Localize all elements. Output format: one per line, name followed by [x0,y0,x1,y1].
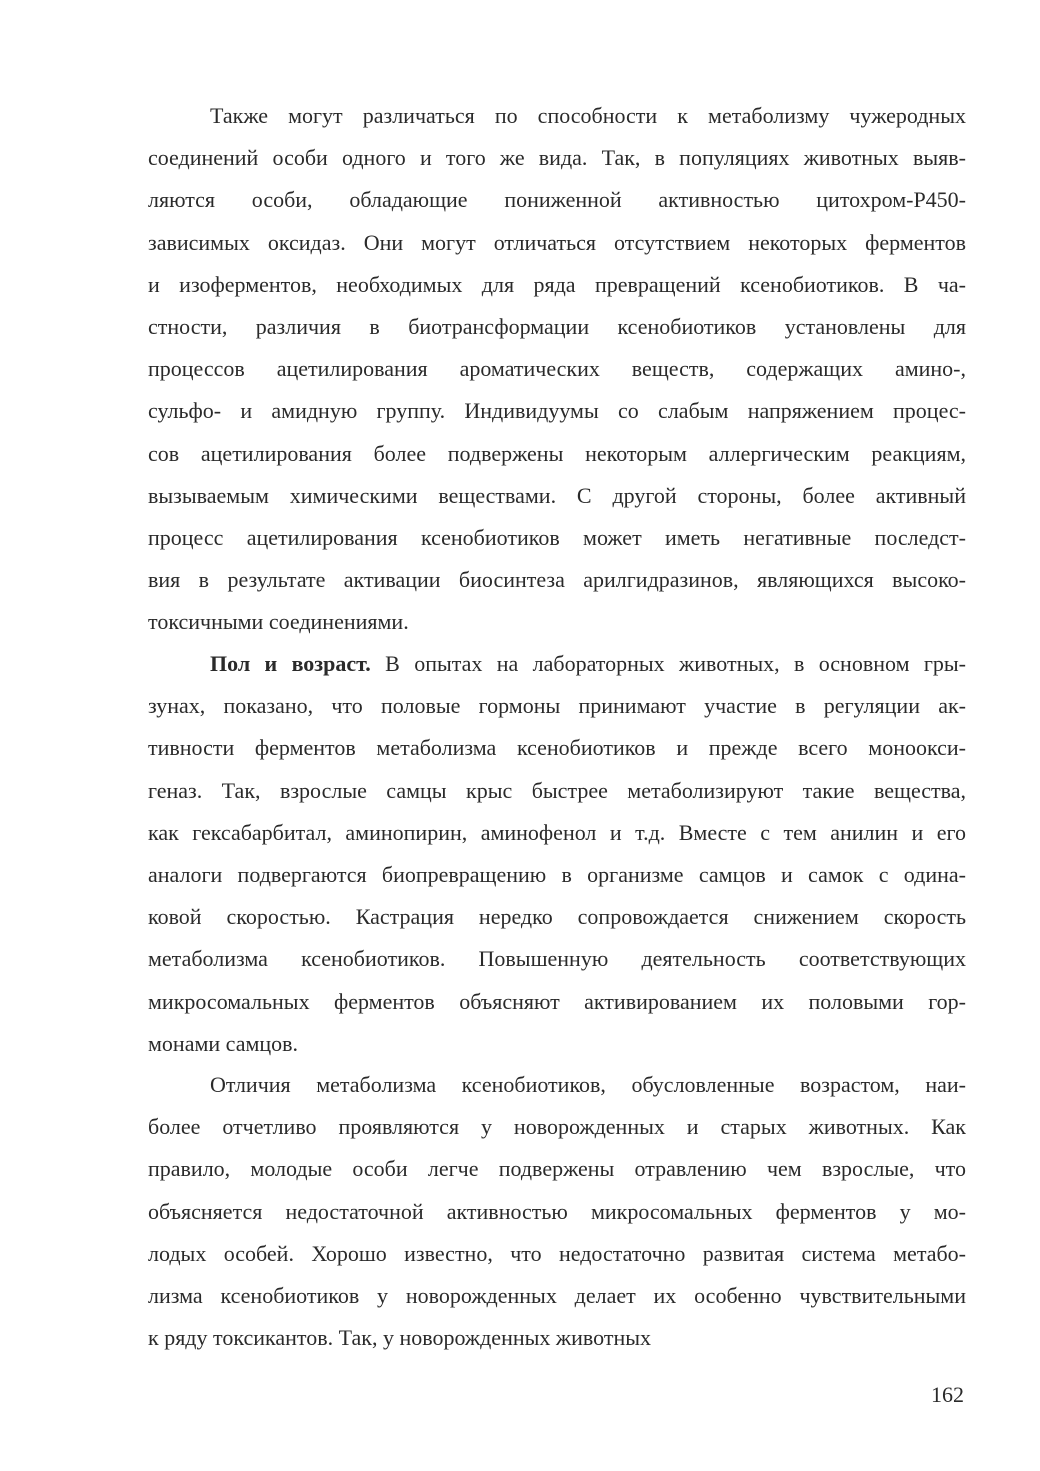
text-line: Также могут различаться по способности к метаболизму чужеродных [210,103,966,128]
text-line: токсичными соединениями. [148,609,409,635]
text-line: более отчетливо проявляются у новорожденных и старых животных. Как [148,1114,966,1140]
text-line: как гексабарбитал, аминопирин, аминофенол и т.д. Вместе с тем анилин и его [148,819,966,845]
text-line: процесс ацетилирования ксенобиотиков может иметь негативные последст- [148,524,966,550]
text-line: тивности ферментов метаболизма ксенобиотиков и прежде всего моноокси- [148,735,966,761]
text-run: В опытах на лабораторных животных, в основном гры- [370,651,966,676]
text-line: геназ. Так, взрослые самцы крыс быстрее метаболизируют такие вещества, [148,777,966,803]
text-line: монами самцов. [148,1030,299,1056]
text-line: метаболизма ксенобиотиков. Повышенную деятельность соответствующих [148,946,966,972]
text-line: вия в результате активации биосинтеза арилгидразинов, являющихся высоко- [148,567,966,593]
text-line: Отличия метаболизма ксенобиотиков, обусловленные возрастом, наи- [210,1072,966,1097]
section-heading: Пол и возраст. [210,651,371,676]
text-line: объясняется недостаточной активностью микросомальных ферментов у мо- [148,1198,966,1224]
page-number: 162 [931,1382,964,1407]
text-line: к ряду токсикантов. Так, у новорожденных животных [148,1325,651,1351]
text-line: вызываемым химическими веществами. С другой стороны, более активный [148,482,966,508]
text-line: зунах, показано, что половые гормоны принимают участие в регуляции ак- [148,693,966,719]
text-line: и изоферментов, необходимых для ряда превращений ксенобиотиков. В ча- [148,271,966,297]
text-line: процессов ацетилирования ароматических веществ, содержащих амино-, [148,356,966,382]
text-line: зависимых оксидаз. Они могут отличаться отсутствием некоторых ферментов [148,229,966,255]
paragraph-2 [148,643,966,1065]
text-line: стности, различия в биотрансформации ксенобиотиков установлены для [148,313,966,339]
text-line: сульфо- и амидную группу. Индивидуумы со слабым напряжением процес- [148,398,966,424]
text-line: ляются особи, обладающие пониженной активностью цитохром-P450- [148,187,966,213]
text-line: лодых особей. Хорошо известно, что недостаточно развитая система метабо- [148,1240,966,1266]
text-line: сов ацетилирования более подвержены некоторым аллергическим реакциям, [148,440,966,466]
text-line: правило, молодые особи легче подвержены отравлению чем взрослые, что [148,1156,966,1182]
text-line: ковой скоростью. Кастрация нередко сопровождается снижением скорость [148,904,966,930]
paragraph-3 [148,1064,966,1359]
text-line [148,643,966,685]
text-line: аналоги подвергаются биопревращению в организме самцов и самок с одина- [148,861,966,887]
text-line: соединений особи одного и того же вида. Так, в популяциях животных выяв- [148,145,966,171]
paragraph-1 [148,95,966,643]
text-line: лизма ксенобиотиков у новорожденных делает их особенно чувствительными [148,1282,966,1308]
text-line: микросомальных ферментов объясняют активированием их половыми гор- [148,988,966,1014]
